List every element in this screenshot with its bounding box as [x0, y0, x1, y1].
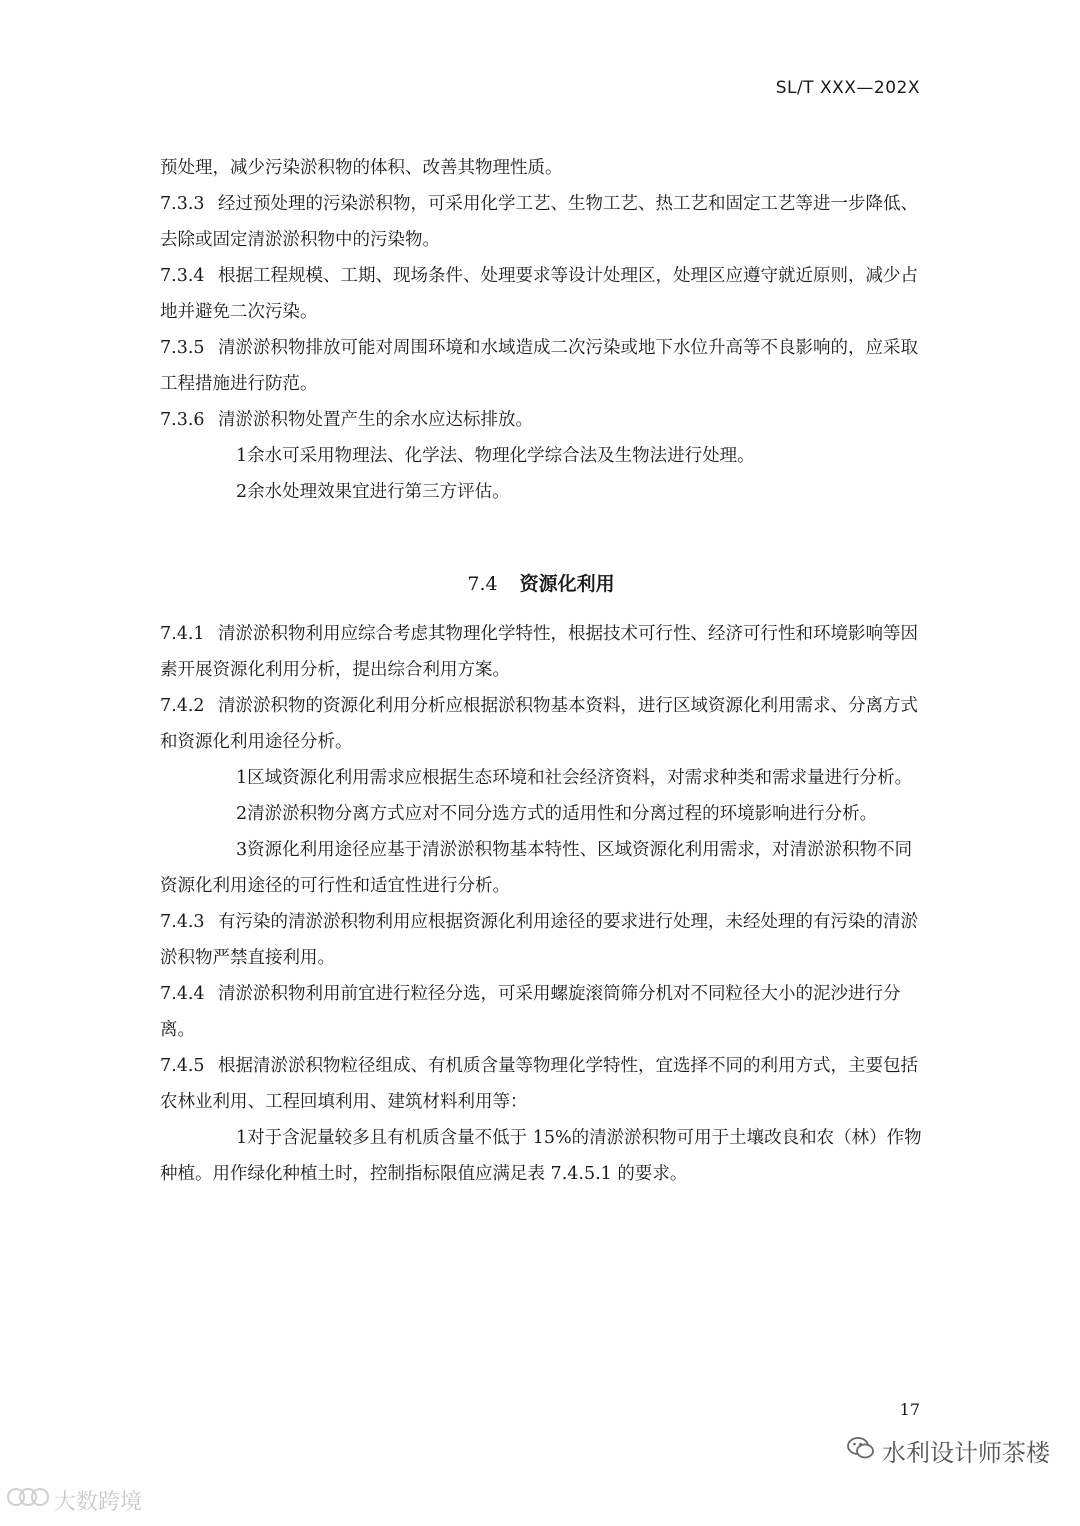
clause-text: 根据工程规模、工期、现场条件、处理要求等设计处理区，处理区应遵守就近原则，减少占地并避免二次污染。 [160, 266, 918, 322]
item-number: 3 [236, 840, 248, 860]
clause-7-4-3 [160, 904, 922, 976]
watermark-text: 水利设计师茶楼 [882, 1439, 1050, 1467]
clause-7-4-2 [160, 688, 922, 760]
clause-text: 清淤淤积物的资源化利用分析应根据淤积物基本资料，进行区域资源化利用需求、分离方式和资源化利用途径分析。 [160, 696, 918, 752]
clause-text: 清淤淤积物处置产生的余水应达标排放。 [218, 410, 533, 430]
item-number: 1 [236, 1128, 248, 1148]
item-number: 2 [236, 482, 248, 502]
wechat-icon [846, 1435, 876, 1467]
clause-text: 清淤淤积物利用前宜进行粒径分选，可采用螺旋滚筒筛分机对不同粒径大小的泥沙进行分离。 [160, 984, 901, 1040]
clause-text: 经过预处理的污染淤积物，可采用化学工艺、生物工艺、热工艺和固定工艺等进一步降低、去除或固定清淤淤积物中的污染物。 [160, 194, 918, 250]
clause-7-4-1 [160, 616, 922, 688]
list-item [160, 832, 922, 904]
item-text: 资源化利用途径应基于清淤淤积物基本特性、区域资源化利用需求，对清淤淤积物不同资源化利用途径的可行性和适宜性进行分析。 [160, 840, 913, 896]
watermark-brand [6, 1484, 142, 1516]
section-title-text: 资源化利用 [519, 573, 615, 595]
list-item [160, 438, 922, 474]
list-item [160, 760, 922, 796]
watermark-account [846, 1433, 1050, 1468]
clause-text: 清淤淤积物排放可能对周围环境和水域造成二次污染或地下水位升高等不良影响的，应采取工程措施进行防范。 [160, 338, 918, 394]
clause-number: 7.3.3 [160, 194, 205, 214]
clause-number: 7.3.5 [160, 338, 205, 358]
item-number: 1 [236, 446, 248, 466]
clause-text: 清淤淤积物利用应综合考虑其物理化学特性，根据技术可行性、经济可行性和环境影响等因素开展资源化利用分析，提出综合利用方案。 [160, 624, 918, 680]
section-number: 7.4 [467, 573, 498, 595]
clause-7-3-4 [160, 258, 922, 330]
watermark-text: 大数跨境 [54, 1489, 143, 1515]
paragraph-text: 预处理，减少污染淤积物的体积、改善其物理性质。 [160, 158, 563, 178]
continued-paragraph [160, 150, 922, 186]
clause-7-4-4 [160, 976, 922, 1048]
list-item [160, 796, 922, 832]
item-text: 余水可采用物理法、化学法、物理化学综合法及生物法进行处理。 [247, 446, 755, 466]
section-heading [160, 566, 922, 602]
document-body [160, 150, 922, 1192]
clause-number: 7.4.1 [160, 624, 205, 644]
item-text: 清淤淤积物分离方式应对不同分选方式的适用性和分离过程的环境影响进行分析。 [247, 804, 878, 824]
clause-7-3-3 [160, 186, 922, 258]
item-text: 余水处理效果宜进行第三方评估。 [247, 482, 510, 502]
item-number: 2 [236, 804, 248, 824]
clause-text: 根据清淤淤积物粒径组成、有机质含量等物理化学特性，宜选择不同的利用方式，主要包括农林业利用、工程回填利用、建筑材料利用等： [160, 1056, 918, 1112]
clause-number: 7.4.4 [160, 984, 205, 1004]
clause-7-3-5 [160, 330, 922, 402]
page-number: 17 [899, 1400, 920, 1419]
item-text: 对于含泥量较多且有机质含量不低于 15%的清淤淤积物可用于土壤改良和农（林）作物种植。用作绿化种植土时，控制指标限值应满足表 7.4.5.1 的要求。 [160, 1128, 922, 1184]
clause-number: 7.4.5 [160, 1056, 205, 1076]
standard-code: SL/T XXX—202X [775, 78, 920, 98]
clause-7-3-6 [160, 402, 922, 438]
list-item [160, 474, 922, 510]
item-number: 1 [236, 768, 248, 788]
clause-number: 7.4.2 [160, 696, 205, 716]
item-text: 区域资源化利用需求应根据生态环境和社会经济资料，对需求种类和需求量进行分析。 [247, 768, 913, 788]
clause-number: 7.3.4 [160, 266, 205, 286]
list-item [160, 1120, 922, 1192]
logo-icon [6, 1484, 50, 1516]
clause-text: 有污染的清淤淤积物利用应根据资源化利用途径的要求进行处理，未经处理的有污染的清淤淤积物严禁直接利用。 [160, 912, 918, 968]
clause-number: 7.4.3 [160, 912, 205, 932]
clause-number: 7.3.6 [160, 410, 205, 430]
clause-7-4-5 [160, 1048, 922, 1120]
